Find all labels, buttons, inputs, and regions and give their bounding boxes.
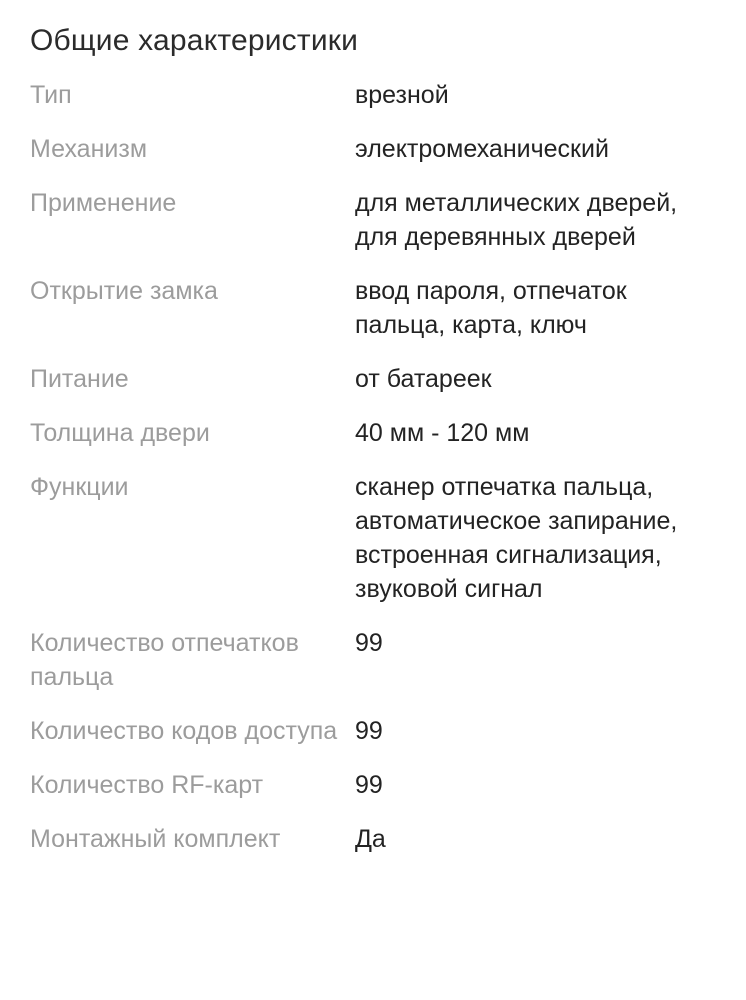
spec-value: ввод пароля, отпечаток пальца, карта, ключ [355,277,627,339]
section-title: Общие характеристики [30,24,359,57]
spec-row-application [30,186,726,254]
spec-label: Питание [30,365,129,393]
spec-label: Тип [30,81,72,109]
spec-value: сканер отпечатка пальца, автоматическое запирание, встроенная сигнализация, звуковой сигнал [355,473,678,603]
spec-value: Да [355,825,386,853]
spec-row-power [30,362,726,396]
spec-row-type [30,78,726,112]
spec-label: Механизм [30,135,148,163]
spec-value: 40 мм - 120 мм [355,419,530,447]
spec-label: Количество кодов доступа [30,717,338,745]
spec-row-mounting-kit [30,822,726,856]
spec-row-door-thickness [30,416,726,450]
spec-value: 99 [355,717,383,745]
spec-label: Монтажный комплект [30,825,281,853]
spec-label: Открытие замка [30,277,218,305]
spec-label: Применение [30,189,177,217]
spec-label: Толщина двери [30,419,210,447]
spec-value: электромеханический [355,135,609,163]
spec-row-mechanism [30,132,726,166]
spec-value: 99 [355,771,383,799]
spec-value: от батареек [355,365,492,393]
spec-value: 99 [355,629,383,657]
spec-label: Количество отпечатков пальца [30,629,299,691]
spec-label: Количество RF-карт [30,771,264,799]
spec-value: врезной [355,81,449,109]
spec-row-functions [30,470,726,606]
spec-list [30,78,726,856]
spec-row-access-codes-count [30,714,726,748]
spec-row-lock-opening [30,274,726,342]
spec-row-rf-cards-count [30,768,726,802]
spec-value: для металлических дверей, для деревянных дверей [355,189,678,251]
spec-label: Функции [30,473,129,501]
spec-row-fingerprint-count [30,626,726,694]
